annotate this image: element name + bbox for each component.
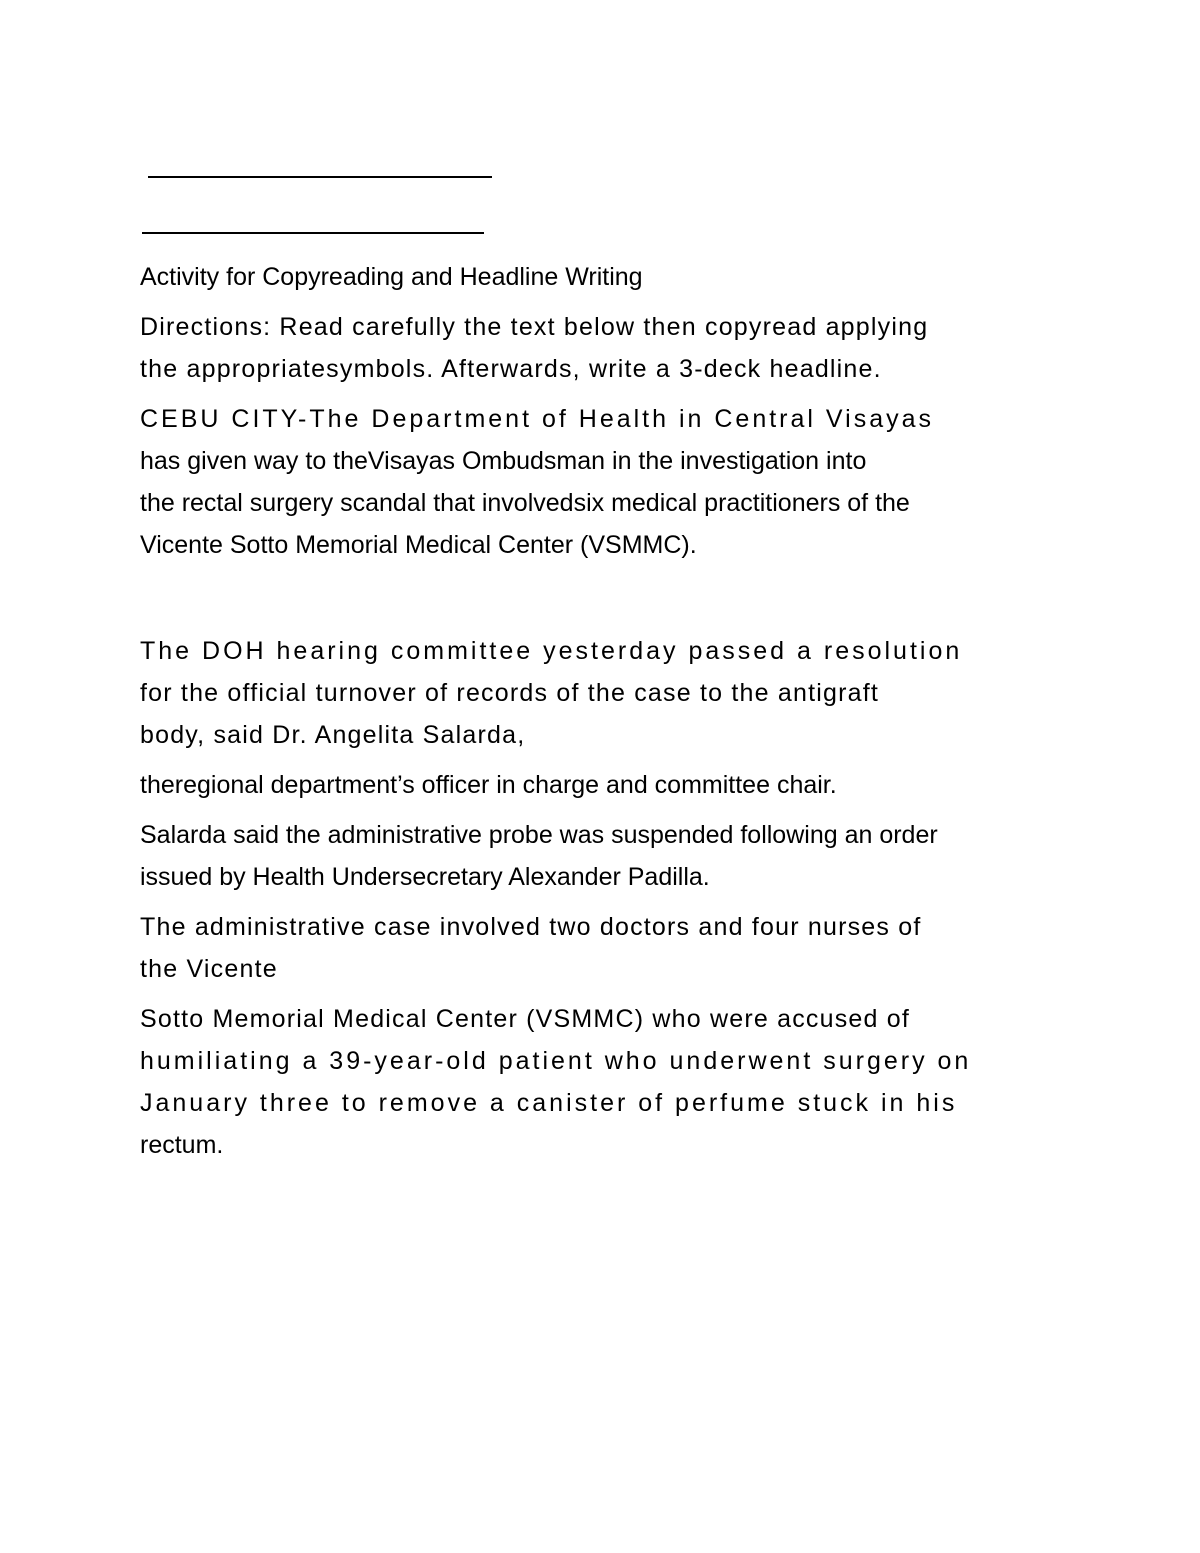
news-paragraph-5 [140,906,1070,990]
news-paragraph-1 [140,398,1070,566]
news-paragraph-4 [140,814,1070,898]
news-paragraph-2 [140,630,1070,756]
blank-space [140,574,1070,630]
document-body [140,256,1070,1174]
paragraph-line: for the official turnover of records of the case to the antigraft [140,679,880,707]
directions-line: Directions: Read carefully the text below then copyread applying [140,313,929,341]
paragraph-line: The DOH hearing committee yesterday passed a resolution [140,637,963,665]
paragraph-line: body, said Dr. Angelita Salarda, [140,721,526,749]
paragraph-line: January three to remove a canister of perfume stuck in his [140,1089,958,1117]
directions-line: the appropriatesymbols. Afterwards, write a 3-deck headline. [140,355,882,383]
directions [140,306,1070,390]
paragraph-line: The administrative case involved two doctors and four nurses of [140,913,922,941]
paragraph-line: humiliating a 39-year-old patient who underwent surgery on [140,1047,972,1075]
name-blank-line [148,176,492,178]
paragraph-line: the rectal surgery scandal that involvedsix medical practitioners of the [140,489,910,517]
paragraph-line: issued by Health Undersecretary Alexander Padilla. [140,863,710,891]
paragraph-line: has given way to theVisayas Ombudsman in the investigation into [140,447,867,475]
paragraph-line: theregional department’s officer in charge and committee chair. [140,771,837,799]
paragraph-line: Sotto Memorial Medical Center (VSMMC) who were accused of [140,1005,911,1033]
activity-title [140,256,1070,298]
activity-title-text: Activity for Copyreading and Headline Writing [140,263,643,291]
paragraph-line: the Vicente [140,955,278,983]
paragraph-line: Salarda said the administrative probe was suspended following an order [140,821,938,849]
section-blank-line [142,232,484,234]
news-paragraph-6 [140,998,1070,1166]
paragraph-line: rectum. [140,1131,224,1159]
paragraph-line: CEBU CITY-The Department of Health in Central Visayas [140,405,934,433]
news-paragraph-3 [140,764,1070,806]
paragraph-line: Vicente Sotto Memorial Medical Center (VSMMC). [140,531,697,559]
